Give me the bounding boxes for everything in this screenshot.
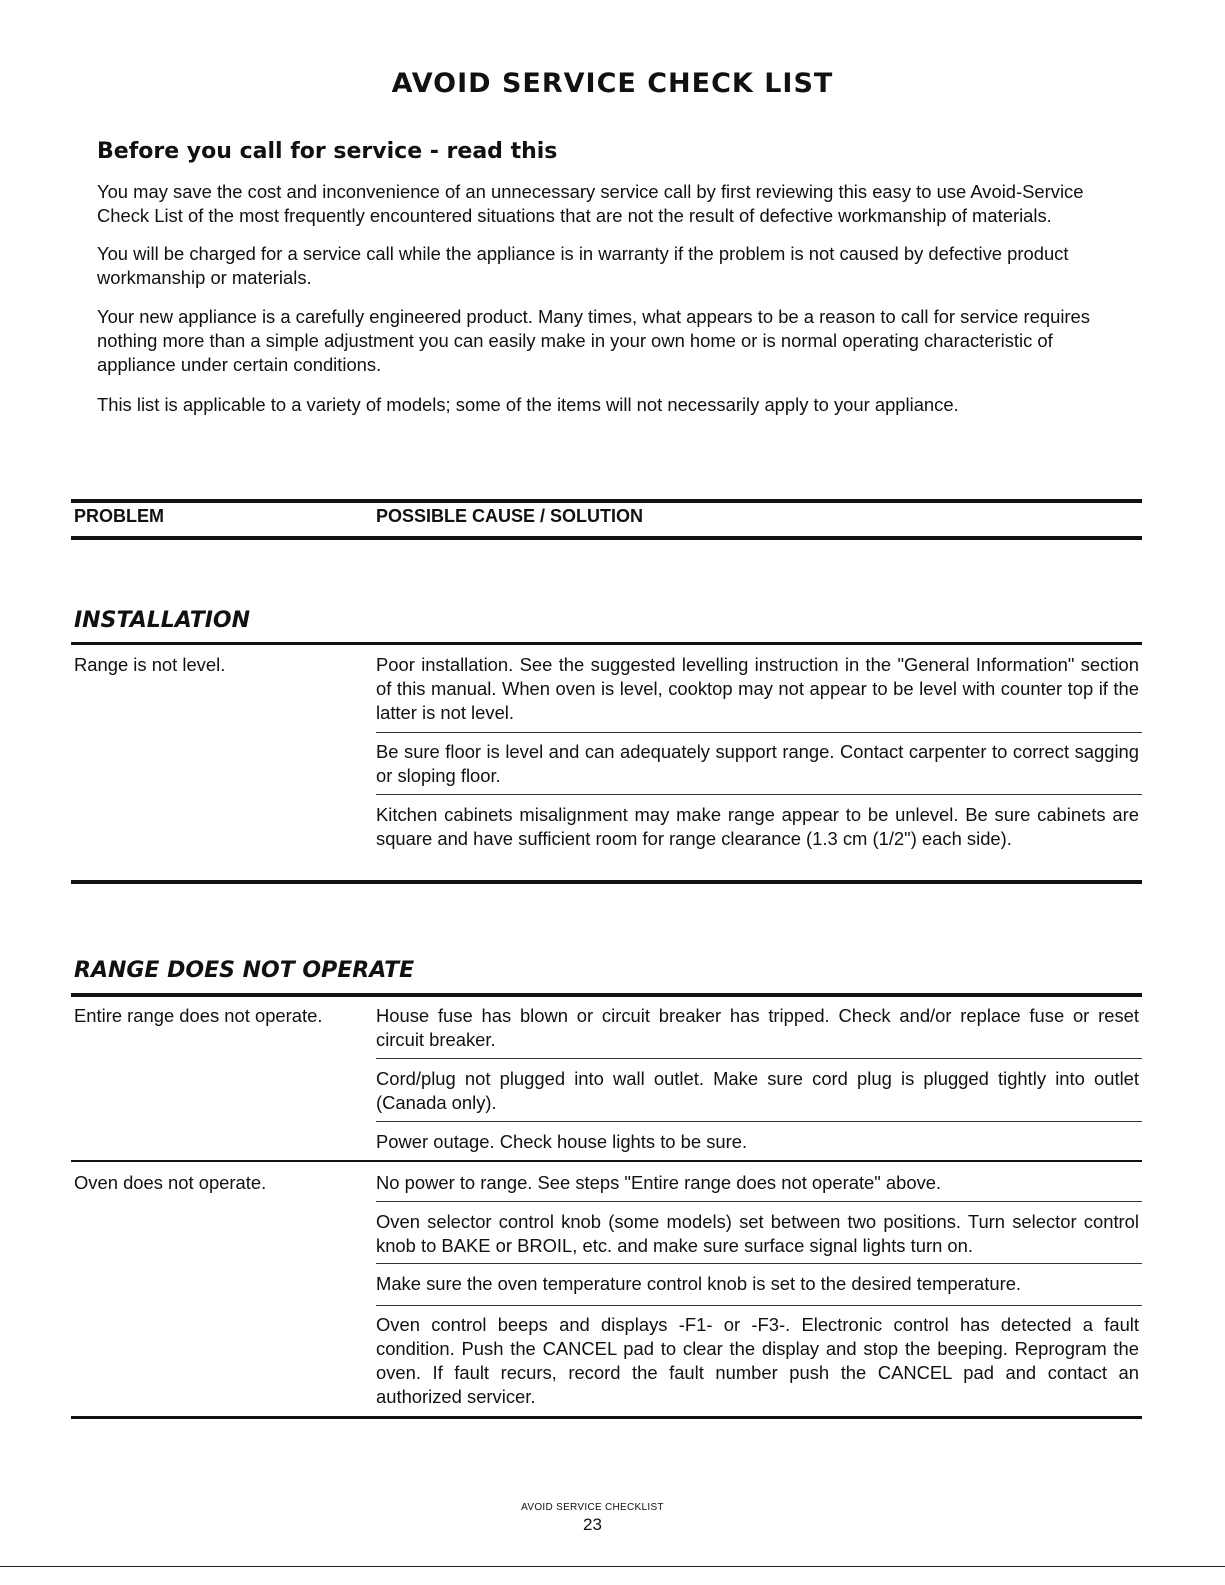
table-header-top-rule xyxy=(71,499,1142,503)
cause-item: Power outage. Check house lights to be sure. xyxy=(376,1131,748,1152)
cause-divider xyxy=(376,1121,1142,1122)
footer-label: AVOID SERVICE CHECKLIST xyxy=(521,1502,664,1513)
problem-entire-range: Entire range does not operate. xyxy=(74,1005,323,1026)
cause-item: House fuse has blown or circuit breaker has tripped. Check and/or replace fuse or reset circuit breaker. xyxy=(376,1005,1139,1050)
section-title-installation: INSTALLATION xyxy=(74,608,251,633)
column-header-problem: PROBLEM xyxy=(74,506,164,526)
page-subtitle: Before you call for service - read this xyxy=(97,139,558,164)
intro-paragraph: You will be charged for a service call while the appliance is in warranty if the problem is not caused by defective product workmanship or materials. xyxy=(97,243,1069,288)
page-title: AVOID SERVICE CHECK LIST xyxy=(391,68,834,99)
row-divider xyxy=(71,1160,1142,1162)
column-header-cause: POSSIBLE CAUSE / SOLUTION xyxy=(376,506,644,526)
cause-divider xyxy=(376,732,1142,733)
section-bottom-rule xyxy=(71,1416,1142,1419)
cause-item: No power to range. See steps "Entire range does not operate" above. xyxy=(376,1172,942,1193)
cause-item: Cord/plug not plugged into wall outlet. Make sure cord plug is plugged tightly into outlet (Canada only). xyxy=(376,1068,1139,1113)
cause-item: Oven control beeps and displays -F1- or -F3-. Electronic control has detected a fault condition. Push the CANCEL pad to clear the display and stop the beeping. Reprogram the oven. If fault recurs, record the fault number push the CANCEL pad and contact an authorized servicer. xyxy=(376,1314,1139,1407)
cause-item: Make sure the oven temperature control knob is set to the desired temperature. xyxy=(376,1273,1022,1294)
cause-divider xyxy=(376,1305,1142,1306)
section-title-range-does-not-operate: RANGE DOES NOT OPERATE xyxy=(74,958,415,983)
problem-oven-not-operate: Oven does not operate. xyxy=(74,1172,267,1193)
section-bottom-rule xyxy=(71,880,1142,884)
intro-paragraph: This list is applicable to a variety of models; some of the items will not necessarily apply to your appliance. xyxy=(97,394,959,415)
intro-paragraph: You may save the cost and inconvenience of an unnecessary service call by first reviewing this easy to use Avoid-Service Check List of the most frequently encountered situations that are not the result of defective workmanship of materials. xyxy=(97,181,1084,226)
intro-paragraph: Your new appliance is a carefully engineered product. Many times, what appears to be a reason to call for service requires nothing more than a simple adjustment you can easily make in your own home or is normal operating characteristic of appliance under certain conditions. xyxy=(97,306,1090,375)
cause-item: Be sure floor is level and can adequately support range. Contact carpenter to correct sagging or sloping floor. xyxy=(376,741,1139,786)
cause-item: Poor installation. See the suggested levelling instruction in the "General Information" section of this manual. When oven is level, cooktop may not appear to be level with counter top if the latter is not level. xyxy=(376,654,1139,723)
problem-range-not-level: Range is not level. xyxy=(74,654,226,675)
cause-divider xyxy=(376,1201,1142,1202)
section-top-rule xyxy=(71,993,1142,997)
page-number: 23 xyxy=(583,1515,602,1534)
page-bottom-rule xyxy=(0,1566,1225,1567)
cause-divider xyxy=(376,1263,1142,1264)
cause-divider xyxy=(376,1058,1142,1059)
table-header-bottom-rule xyxy=(71,536,1142,540)
cause-item: Kitchen cabinets misalignment may make range appear to be unlevel. Be sure cabinets are square and have sufficient room for range clearance (1.3 cm (1/2") each side). xyxy=(376,804,1139,849)
intro-text xyxy=(97,180,1127,431)
cause-divider xyxy=(376,794,1142,795)
section-top-rule xyxy=(71,642,1142,645)
cause-item: Oven selector control knob (some models) set between two positions. Turn selector control knob to BAKE or BROIL, etc. and make sure surface signal lights turn on. xyxy=(376,1211,1139,1256)
